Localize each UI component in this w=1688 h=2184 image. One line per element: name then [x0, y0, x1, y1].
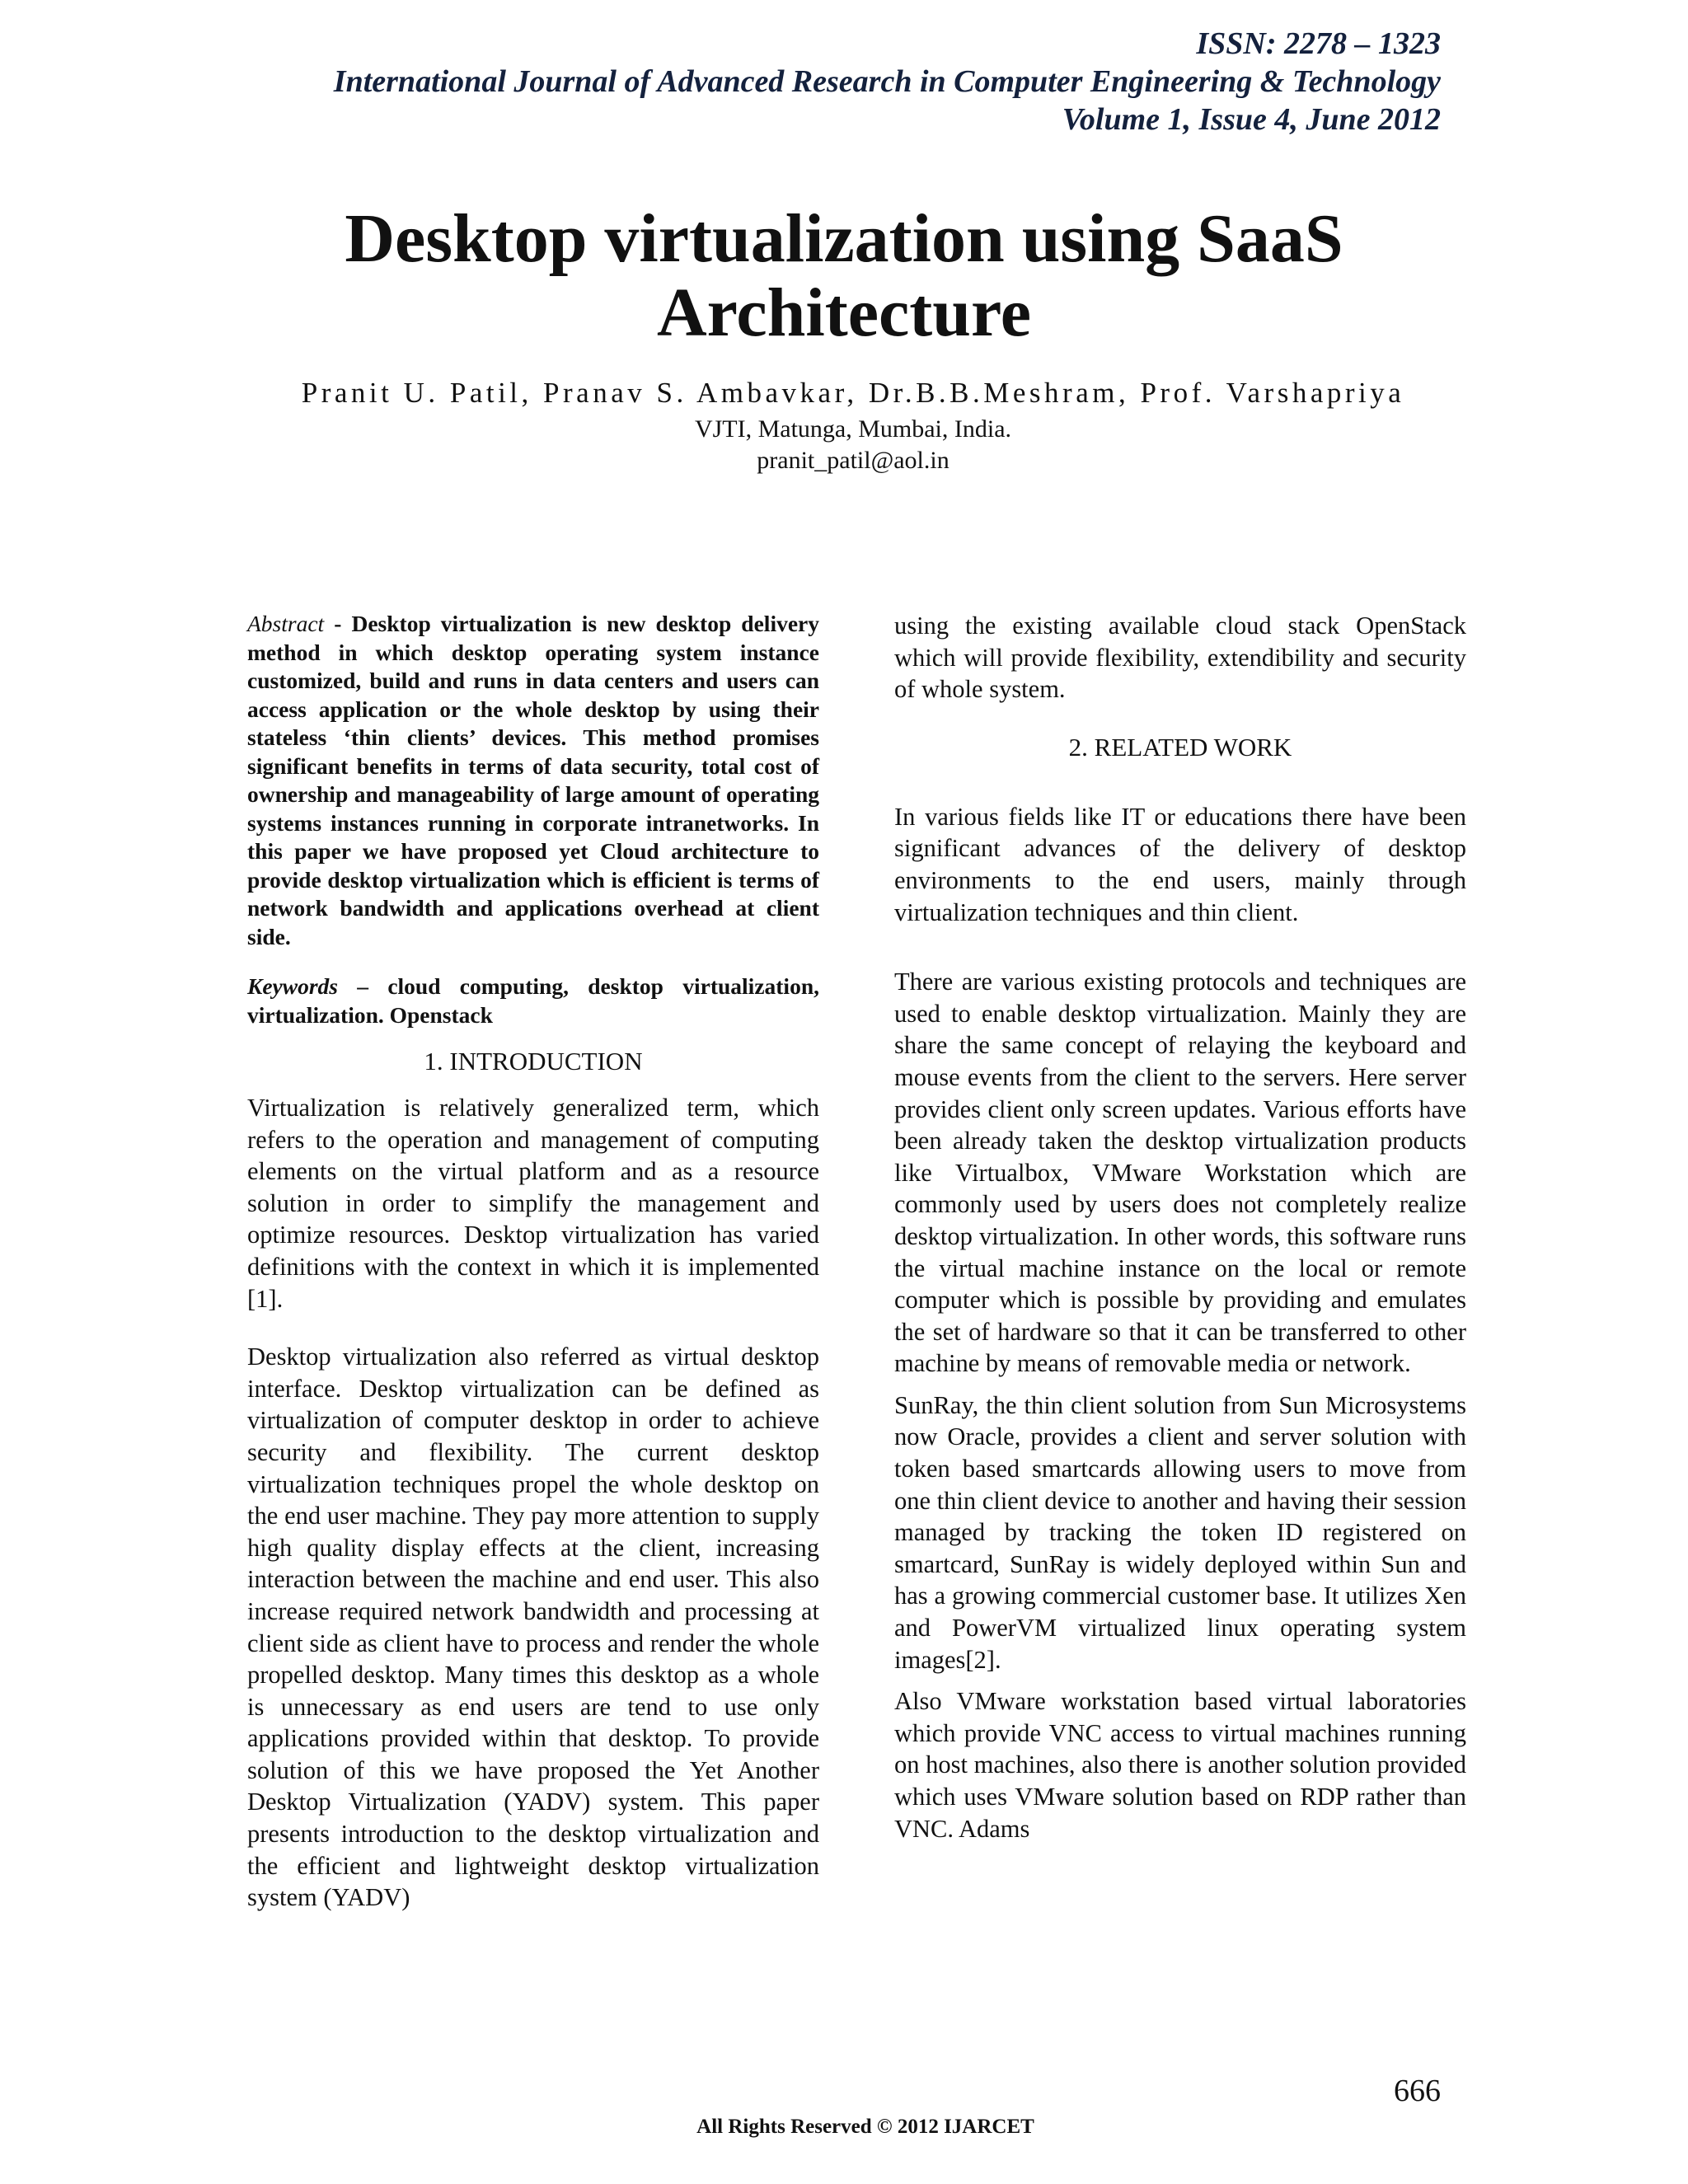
paper-title-line-2: Architecture — [656, 274, 1032, 351]
right-column — [894, 610, 1466, 1844]
abstract-label: Abstract — [247, 611, 325, 636]
keywords — [247, 972, 819, 1029]
related-paragraph-2: There are various existing protocols and techniques are used to enable desktop virtualization. Mainly they are share the same concept of relaying the keyboard and mouse events from the client to the servers. Here server provides client only screen updates. Various efforts have been already taken the desktop virtualization products like Virtualbox, VMware Workstation which are commonly used by users does not completely realize desktop virtualization. In other words, this software runs the virtual machine instance on the local or remote computer which is possible by providing and emulates the set of hardware so that it can be transferred to other machine by means of removable media or network. — [894, 968, 1466, 1378]
page-number: 666 — [1394, 2074, 1441, 2108]
paper-title-line-1: Desktop virtualization using SaaS — [345, 200, 1343, 277]
abstract-continuation: using the existing available cloud stack OpenStack which will provide flexibility, extendibility and security of whole system. — [894, 612, 1466, 704]
copyright-footer: All Rights Reserved © 2012 IJARCET — [696, 2116, 1034, 2138]
section-heading-introduction: 1. INTRODUCTION — [424, 1047, 643, 1076]
section-heading-related-work: 2. RELATED WORK — [1068, 732, 1292, 762]
related-paragraph-1: In various fields like IT or educations there have been significant advances of the delivery of desktop environments to the end users, mainly through virtualization techniques and thin client. — [894, 802, 1466, 926]
affiliation: VJTI, Matunga, Mumbai, India. — [694, 415, 1012, 443]
volume-issue: Volume 1, Issue 4, June 2012 — [1062, 102, 1441, 137]
journal-name: International Journal of Advanced Research in Computer Engineering & Technology — [333, 64, 1441, 99]
keywords-text: – cloud computing, desktop virtualization, virtualization. Openstack — [247, 973, 819, 1028]
left-column — [247, 610, 819, 1914]
keywords-label: Keywords — [247, 973, 338, 999]
related-paragraph-4: Also VMware workstation based virtual laboratories which provide VNC access to virtual machines running on host machines, also there is another solution provided which uses VMware solution based on RDP rather than VNC. Adams — [894, 1687, 1466, 1843]
related-paragraph-3: SunRay, the thin client solution from Sun Microsystems now Oracle, provides a client and server solution with token based smartcards allowing users to move from one thin client device to another and having their session managed by tracking the token ID registered on smartcard, SunRay is widely deployed within Sun and has a growing commercial customer base. It utilizes Xen and PowerVM virtualized linux operating system images[2]. — [894, 1390, 1466, 1674]
author-email: pranit_patil@aol.in — [757, 447, 950, 474]
issn: ISSN: 2278 – 1323 — [1196, 26, 1441, 61]
authors: Pranit U. Patil, Pranav S. Ambavkar, Dr.B.B.Meshram, Prof. Varshapriya — [301, 377, 1405, 409]
abstract-text: - Desktop virtualization is new desktop delivery method in which desktop operating system instance customized, build and runs in data centers and users can access application or the whole desktop by using their stateless ‘thin clients’ devices. This method promises significant benefits in terms of data security, total cost of ownership and manageability of large amount of operating systems instances running in corporate intranetworks. In this paper we have proposed yet Cloud architecture to provide desktop virtualization which is efficient is terms of network bandwidth and applications overhead at client side. — [247, 611, 819, 949]
intro-paragraph-1: Virtualization is relatively generalized term, which refers to the operation and management of computing elements on the virtual platform and as a resource solution in order to simplify the management and optimize resources. Desktop virtualization has varied definitions with the context in which it is implemented [1]. — [247, 1094, 819, 1313]
intro-paragraph-2: Desktop virtualization also referred as virtual desktop interface. Desktop virtualization can be defined as virtualization of computer desktop in order to achieve security and flexibility. The current desktop virtualization techniques propel the whole desktop on the end user machine. They pay more attention to supply high quality display effects at the client, increasing interaction between the machine and end user. This also increase required network bandwidth and processing at client side as client have to process and render the whole propelled desktop. Many times this desktop as a whole is unnecessary as end users are tend to use only applications provided within that desktop. To provide solution of this we have proposed the Yet Another Desktop Virtualization (YADV) system. This paper presents introduction to the desktop virtualization and the efficient and lightweight desktop virtualization system (YADV) — [247, 1343, 819, 1912]
abstract — [247, 610, 819, 951]
